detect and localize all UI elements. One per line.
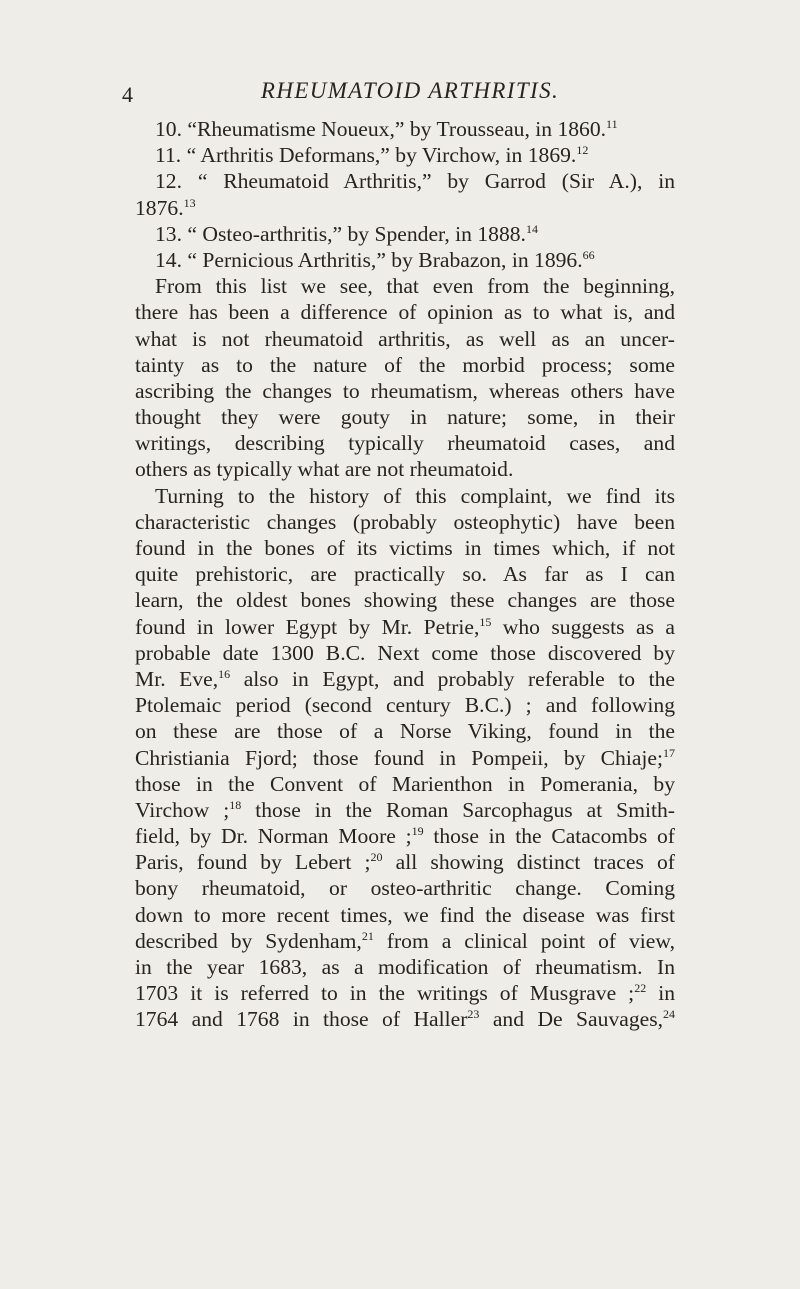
line-text: Virchow ;: [135, 797, 230, 822]
line-text: 14. “ Pernicious Arthritis,” by Brabazon, in 1896.: [155, 247, 583, 272]
line-text: quite prehistoric, are practically so. As far as I can: [135, 562, 675, 587]
line-text: thought they were gouty in nature; some, in their: [135, 405, 675, 430]
footnote-ref: 18: [229, 797, 242, 812]
body-text: [135, 116, 675, 1033]
line-text-tail: and De Sauvages,: [479, 1007, 664, 1032]
text-line: [135, 875, 675, 901]
text-line: [135, 247, 675, 273]
line-text: Turning to the history of this complaint, we find its: [155, 483, 675, 508]
line-text: learn, the oldest bones showing these changes are those: [135, 588, 675, 613]
footnote-ref: 19: [411, 824, 424, 839]
footnote-ref: 17: [663, 745, 675, 760]
footnote-ref: 22: [634, 981, 647, 996]
text-line: [135, 535, 675, 561]
line-text: down to more recent times, we find the disease was first: [135, 902, 675, 927]
running-head: RHEUMATOID ARTHRITIS.: [260, 78, 560, 103]
text-line: [135, 509, 675, 535]
footnote-ref: 16: [218, 666, 231, 681]
text-line: [135, 587, 675, 613]
line-text: on these are those of a Norse Viking, found in the: [135, 719, 675, 744]
line-text: Paris, found by Lebert ;: [135, 850, 371, 875]
line-text: ascribing the changes to rheumatism, whereas others have: [135, 378, 675, 403]
line-text: in the year 1683, as a modification of rheumatism. In: [135, 955, 675, 979]
footnote-ref: 12: [576, 143, 589, 158]
line-text: 10. “Rheumatisme Noueux,” by Trousseau, in 1860.: [155, 117, 607, 141]
text-line: [135, 142, 675, 168]
line-text: field, by Dr. Norman Moore ;: [135, 824, 412, 849]
text-line: [135, 561, 675, 587]
text-line: [135, 326, 675, 352]
line-text: those in the Convent of Marienthon in Pomerania, by: [135, 771, 675, 796]
text-line: [135, 849, 675, 875]
footnote-ref: 11: [606, 117, 618, 131]
footnote-ref: 13: [183, 195, 196, 210]
line-text: Mr. Eve,: [135, 666, 219, 691]
line-text: tainty as to the nature of the morbid process; some: [135, 352, 675, 377]
line-text: Ptolemaic period (second century B.C.) ; and following: [135, 693, 675, 718]
text-line: [135, 378, 675, 404]
text-line: [135, 404, 675, 430]
text-line: [135, 1006, 675, 1032]
text-line: [135, 430, 675, 456]
footnote-ref: 21: [361, 928, 374, 943]
text-line: [135, 640, 675, 666]
text-line: [135, 928, 675, 954]
line-text: From this list we see, that even from the beginning,: [155, 274, 675, 299]
text-line: [135, 797, 675, 823]
text-line: [135, 718, 675, 744]
line-text: what is not rheumatoid arthritis, as well as an uncer-: [135, 326, 675, 351]
footnote-ref: 66: [582, 247, 595, 262]
line-text: described by Sydenham,: [135, 928, 362, 953]
text-line: [135, 299, 675, 325]
line-text: 12. “ Rheumatoid Arthritis,” by Garrod (Sir A.), in: [155, 169, 675, 194]
line-text-tail: those in the Catacombs of: [423, 824, 675, 849]
text-line: [135, 745, 675, 771]
page-number: 4: [122, 82, 133, 107]
text-line: [135, 352, 675, 378]
footnote-ref: 24: [663, 1007, 676, 1022]
line-text-tail: from a clinical point of view,: [373, 928, 675, 953]
line-text: others as typically what are not rheumatoid.: [135, 457, 514, 482]
line-text-tail: in: [646, 981, 676, 1006]
page-header: [0, 78, 800, 108]
text-line: [135, 902, 675, 928]
text-line: [135, 483, 675, 509]
line-text-tail: who suggests as a: [491, 614, 675, 639]
footnote-ref: 14: [525, 221, 538, 236]
text-line: [135, 116, 675, 142]
text-line: [135, 666, 675, 692]
text-line: [135, 771, 675, 797]
text-line: [135, 456, 675, 482]
footnote-ref: 23: [467, 1007, 480, 1022]
line-text: 11. “ Arthritis Deformans,” by Virchow, in 1869.: [155, 143, 577, 168]
line-text: 13. “ Osteo-arthritis,” by Spender, in 1888.: [155, 221, 526, 246]
line-text: found in lower Egypt by Mr. Petrie,: [135, 614, 480, 639]
line-text: 1703 it is referred to in the writings of Musgrave ;: [135, 981, 635, 1006]
line-text-tail: those in the Roman Sarcophagus at Smith-: [241, 797, 675, 822]
line-text: writings, describing typically rheumatoid cases, and: [135, 431, 675, 456]
line-text: characteristic changes (probably osteophytic) have been: [135, 509, 675, 534]
line-text: bony rheumatoid, or osteo-arthritic change. Coming: [135, 876, 675, 901]
text-line: [135, 273, 675, 299]
line-text: 1764 and 1768 in those of Haller: [135, 1007, 468, 1032]
line-text: found in the bones of its victims in times which, if not: [135, 536, 675, 560]
line-text: 1876.: [135, 195, 184, 220]
text-line: [135, 823, 675, 849]
line-text: there has been a difference of opinion as to what is, and: [135, 300, 675, 325]
text-line: [135, 692, 675, 718]
line-text-tail: also in Egypt, and probably referable to the: [230, 666, 675, 691]
footnote-ref: 20: [370, 850, 383, 865]
line-text: probable date 1300 B.C. Next come those discovered by: [135, 640, 675, 665]
text-line: [135, 980, 675, 1006]
footnote-ref: 15: [479, 614, 492, 629]
text-line: [135, 221, 675, 247]
text-line: [135, 614, 675, 640]
text-line: [135, 195, 675, 221]
text-line: [135, 168, 675, 194]
line-text-tail: all showing distinct traces of: [382, 850, 675, 875]
text-line: [135, 954, 675, 980]
line-text: Christiania Fjord; those found in Pompeii, by Chiaje;: [135, 745, 663, 770]
